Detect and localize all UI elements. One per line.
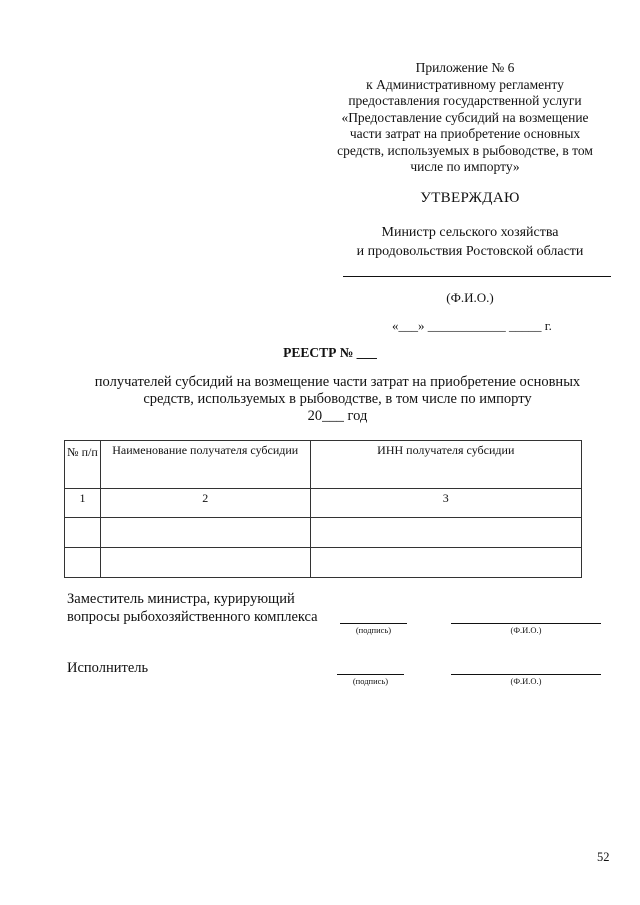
deputy-line-2: вопросы рыбохозяйственного комплекса: [67, 609, 318, 625]
minister-line-1: Министр сельского хозяйства: [381, 225, 559, 240]
appendix-line: предоставления государственной услуги: [348, 93, 582, 108]
table-row: [65, 548, 582, 578]
registry-table: [64, 440, 582, 578]
table-cell: [65, 548, 101, 578]
table-header-row: [65, 441, 582, 489]
table-number-row: [65, 489, 582, 518]
appendix-line: «Предоставление субсидий на возмещение: [341, 109, 589, 125]
header-recipient-name: Наименование получателя субсидии: [100, 441, 310, 489]
appendix-header: [320, 60, 610, 176]
minister-line-2: и продовольствия Ростовской области: [356, 244, 584, 259]
header-inn: ИНН получателя субсидии: [310, 441, 581, 489]
registry-subtitle: [50, 374, 625, 425]
registry-title: РЕЕСТР № ___: [283, 345, 377, 360]
executor-fio-caption: (Ф.И.О.): [510, 676, 542, 686]
deputy-line-1: Заместитель министра, курирующий: [67, 591, 295, 607]
deputy-signature-caption: (подпись): [355, 625, 392, 635]
executor-signature-line: [337, 674, 404, 675]
subtitle-line: получателей субсидий на возмещение части затрат на приобретение основных: [94, 374, 581, 390]
table-cell: [310, 548, 581, 578]
header-number: [65, 441, 101, 489]
table-cell: [310, 518, 581, 548]
table-row: [65, 518, 582, 548]
page-number: 52: [597, 850, 610, 864]
subtitle-line: средств, используемых в рыбоводстве, в том числе по импорту: [143, 391, 532, 407]
minister-title: [320, 223, 620, 261]
executor-label: Исполнитель: [67, 660, 149, 676]
table-cell: [100, 548, 310, 578]
deputy-fio-line: [451, 623, 601, 624]
executor-signature-caption: (подпись): [352, 676, 389, 686]
header-number-text: № п/п: [67, 445, 98, 459]
approval-heading: УТВЕРЖДАЮ: [420, 190, 520, 206]
col-number-3: 3: [310, 489, 581, 518]
approval-date: «___» ____________ _____ г.: [392, 318, 552, 333]
deputy-minister-label: [67, 590, 318, 626]
deputy-signature-line: [340, 623, 407, 624]
subtitle-line: 20___ год: [307, 408, 368, 424]
appendix-line: Приложение № 6: [415, 60, 515, 75]
appendix-line: числе по импорту»: [410, 159, 520, 174]
appendix-line: части затрат на приобретение основных: [349, 126, 581, 141]
table-cell: [100, 518, 310, 548]
col-number-2: 2: [100, 489, 310, 518]
executor-fio-line: [451, 674, 601, 675]
table-cell: [65, 518, 101, 548]
minister-fio-caption: (Ф.И.О.): [446, 290, 494, 305]
appendix-line: к Административному регламенту: [366, 76, 564, 92]
appendix-line: средств, используемых в рыбоводстве, в том: [337, 142, 593, 158]
minister-signature-line: [343, 276, 611, 277]
col-number-1: 1: [65, 489, 101, 518]
deputy-fio-caption: (Ф.И.О.): [510, 625, 542, 635]
